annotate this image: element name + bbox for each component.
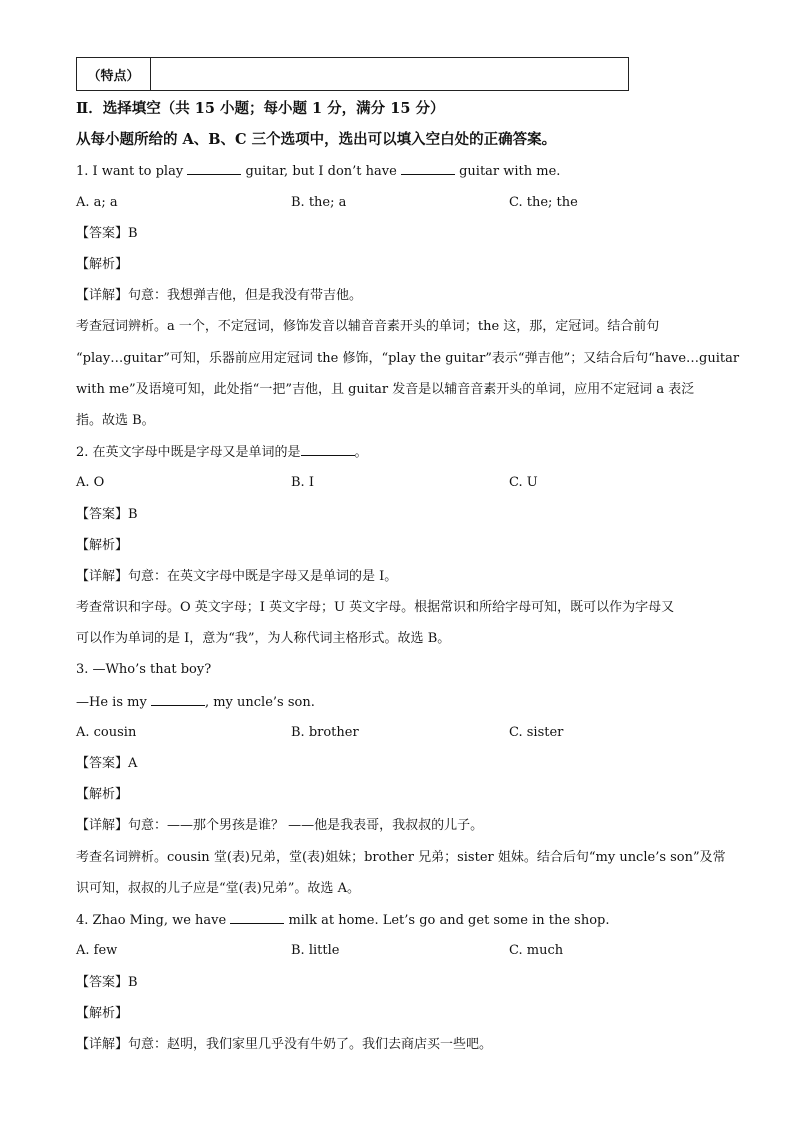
question-3-explain-line: 考查名词辨析。cousin 堂(表)兄弟，堂(表)姐妹；brother 兄弟；sister 姐妹。结合后句“my uncle’s son”及常: [76, 850, 726, 865]
section-title: Ⅱ．选择填空（共 15 小题；每小题 1 分，满分 15 分）: [76, 100, 445, 117]
question-1-stem-part: guitar, but I don’t have: [241, 164, 401, 179]
question-1-explain-line: with me”及语境可知，此处指“一把”吉他，且 guitar 发音是以辅音音素开头的单词，应用不定冠词 a 表泛: [76, 382, 695, 397]
question-4-stem: [76, 911, 609, 930]
feature-table: [76, 57, 629, 91]
question-4-answer: 【答案】B: [76, 975, 138, 990]
question-3-stem-part: , my uncle’s son.: [204, 695, 315, 710]
question-1-option-c: C. the; the: [509, 195, 578, 210]
question-2-explain-line: 考查常识和字母。O 英文字母；I 英文字母；U 英文字母。根据常识和所给字母可知，既可以作为字母又: [76, 600, 675, 615]
question-2-analysis: 【解析】: [76, 538, 129, 553]
question-3-explain-line: 识可知，叔叔的儿子应是“堂(表)兄弟”。故选 A。: [76, 881, 360, 896]
question-1-stem: [76, 162, 560, 181]
table-value-cell: [151, 58, 628, 90]
question-1-stem-part: 1. I want to play: [76, 164, 188, 179]
question-2-explain-line: 可以作为单词的是 I，意为“我”，为人称代词主格形式。故选 B。: [76, 631, 451, 646]
question-4-stem-part: milk at home. Let’s go and get some in the shop.: [284, 913, 610, 928]
question-2-stem: [76, 443, 368, 462]
question-2-option-b: B. I: [291, 475, 314, 490]
question-2-stem-part: 。: [354, 445, 368, 460]
section-instruction: 从每小题所给的 A、B、C 三个选项中，选出可以填入空白处的正确答案。: [76, 131, 557, 148]
question-4-detail: 【详解】句意：赵明，我们家里几乎没有牛奶了。我们去商店买一些吧。: [76, 1037, 493, 1052]
question-1-analysis: 【解析】: [76, 257, 129, 272]
question-1-detail: 【详解】句意：我想弹吉他，但是我没有带吉他。: [76, 288, 363, 303]
question-2-option-a: A. O: [76, 475, 105, 490]
question-1-option-a: A. a; a: [76, 195, 118, 210]
question-2-answer: 【答案】B: [76, 507, 138, 522]
question-1-explain-line: 考查冠词辨析。a 一个，不定冠词，修饰发音以辅音音素开头的单词；the 这，那，定冠词。结合前句: [76, 319, 660, 334]
question-1-stem-part: guitar with me.: [454, 164, 561, 179]
answer-blank: [301, 443, 355, 456]
question-3-stem: 3. —Who’s that boy?: [76, 662, 212, 677]
question-4-option-b: B. little: [291, 943, 340, 958]
question-3-option-c: C. sister: [509, 725, 564, 740]
question-4-analysis: 【解析】: [76, 1006, 129, 1021]
question-4-option-a: A. few: [76, 943, 118, 958]
answer-blank: [401, 162, 455, 175]
question-2-stem-part: 2. 在英文字母中既是字母又是单词的是: [76, 445, 301, 460]
question-1-answer: 【答案】B: [76, 226, 138, 241]
question-3-stem-line-2: [76, 693, 315, 712]
answer-blank: [230, 911, 284, 924]
question-1-explain-line: 指。故选 B。: [76, 413, 155, 428]
answer-blank: [187, 162, 241, 175]
table-label-cell: （特点）: [77, 58, 151, 90]
question-3-stem-part: —He is my: [76, 695, 151, 710]
question-3-option-b: B. brother: [291, 725, 359, 740]
question-3-detail: 【详解】句意：——那个男孩是谁？ ——他是我表哥，我叔叔的儿子。: [76, 818, 484, 833]
question-1-option-b: B. the; a: [291, 195, 347, 210]
question-4-stem-part: 4. Zhao Ming, we have: [76, 913, 231, 928]
answer-blank: [151, 693, 205, 706]
question-2-option-c: C. U: [509, 475, 538, 490]
question-3-answer: 【答案】A: [76, 756, 138, 771]
question-2-detail: 【详解】句意：在英文字母中既是字母又是单词的是 I。: [76, 569, 398, 584]
question-3-option-a: A. cousin: [76, 725, 137, 740]
question-1-explain-line: “play…guitar”可知，乐器前应用定冠词 the 修饰，“play the guitar”表示“弹吉他”；又结合后句“have…guitar: [76, 351, 740, 366]
question-3-analysis: 【解析】: [76, 787, 129, 802]
question-4-option-c: C. much: [509, 943, 564, 958]
